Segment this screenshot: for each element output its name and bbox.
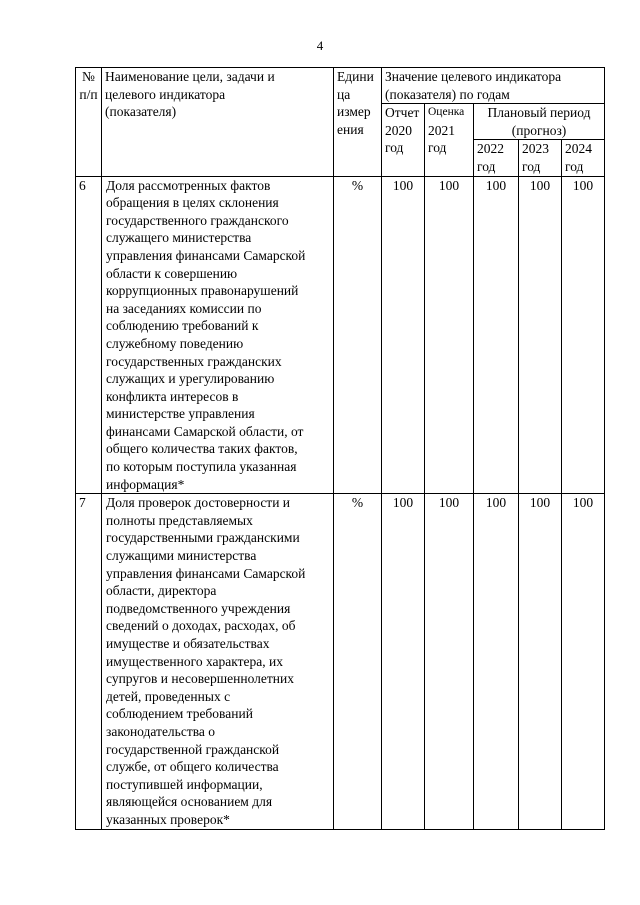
header-num: № п/п xyxy=(76,68,102,177)
table-row xyxy=(76,176,605,494)
header-name: Наименование цели, задачи и целевого индикатора (показателя) xyxy=(102,68,334,177)
row-num: 6 xyxy=(76,176,102,494)
header-estimate-label: Оценка xyxy=(428,106,465,119)
row-value-2021: 100 xyxy=(425,494,474,829)
row-value-2022: 100 xyxy=(474,176,519,494)
header-2022: 2022 год xyxy=(474,140,519,176)
header-values: Значение целевого индикатора (показателя) по годам xyxy=(382,68,605,104)
header-2024: 2024 год xyxy=(562,140,605,176)
header-2023: 2023 год xyxy=(519,140,562,176)
header-plan: Плановый период (прогноз) xyxy=(474,104,605,140)
row-value-2020: 100 xyxy=(382,494,425,829)
header-row-1 xyxy=(76,68,605,104)
row-name: Доля проверок достоверности и полноты представляемых государственными гражданскими служащими министерства управления финансами Самарской области, директора подведомственного учреждения сведений о доходах, расходах, об имуществе и обязательствах имущественного характера, их супругов и несовершеннолетних детей, проведенных с соблюдением требований законодательства о государственной гражданской службе, от общего количества поступившей информации, являющейся основанием для указанных проверок* xyxy=(102,494,334,829)
row-value-2023: 100 xyxy=(519,176,562,494)
row-value-2024: 100 xyxy=(562,176,605,494)
header-estimate-cell xyxy=(425,104,474,176)
row-unit: % xyxy=(334,494,382,829)
header-unit: Едини ца измер ения xyxy=(334,68,382,177)
table-row xyxy=(76,494,605,829)
row-value-2020: 100 xyxy=(382,176,425,494)
page-number: 4 xyxy=(316,38,324,53)
row-value-2022: 100 xyxy=(474,494,519,829)
row-unit: % xyxy=(334,176,382,494)
indicator-table xyxy=(75,67,605,830)
row-name: Доля рассмотренных фактов обращения в целях склонения государственного гражданского служащего министерства управления финансами Самарской области к совершению коррупционных правонарушений на заседаниях комиссии по соблюдению требований к служебному поведению государственных гражданских служащих и урегулированию конфликта интересов в министерстве управления финансами Самарской области, от общего количества таких фактов, по которым поступила указанная информация* xyxy=(102,176,334,494)
row-value-2023: 100 xyxy=(519,494,562,829)
row-num: 7 xyxy=(76,494,102,829)
row-value-2021: 100 xyxy=(425,176,474,494)
header-estimate: 2021 год xyxy=(428,122,455,156)
row-value-2024: 100 xyxy=(562,494,605,829)
header-report: Отчет 2020 год xyxy=(382,104,425,176)
